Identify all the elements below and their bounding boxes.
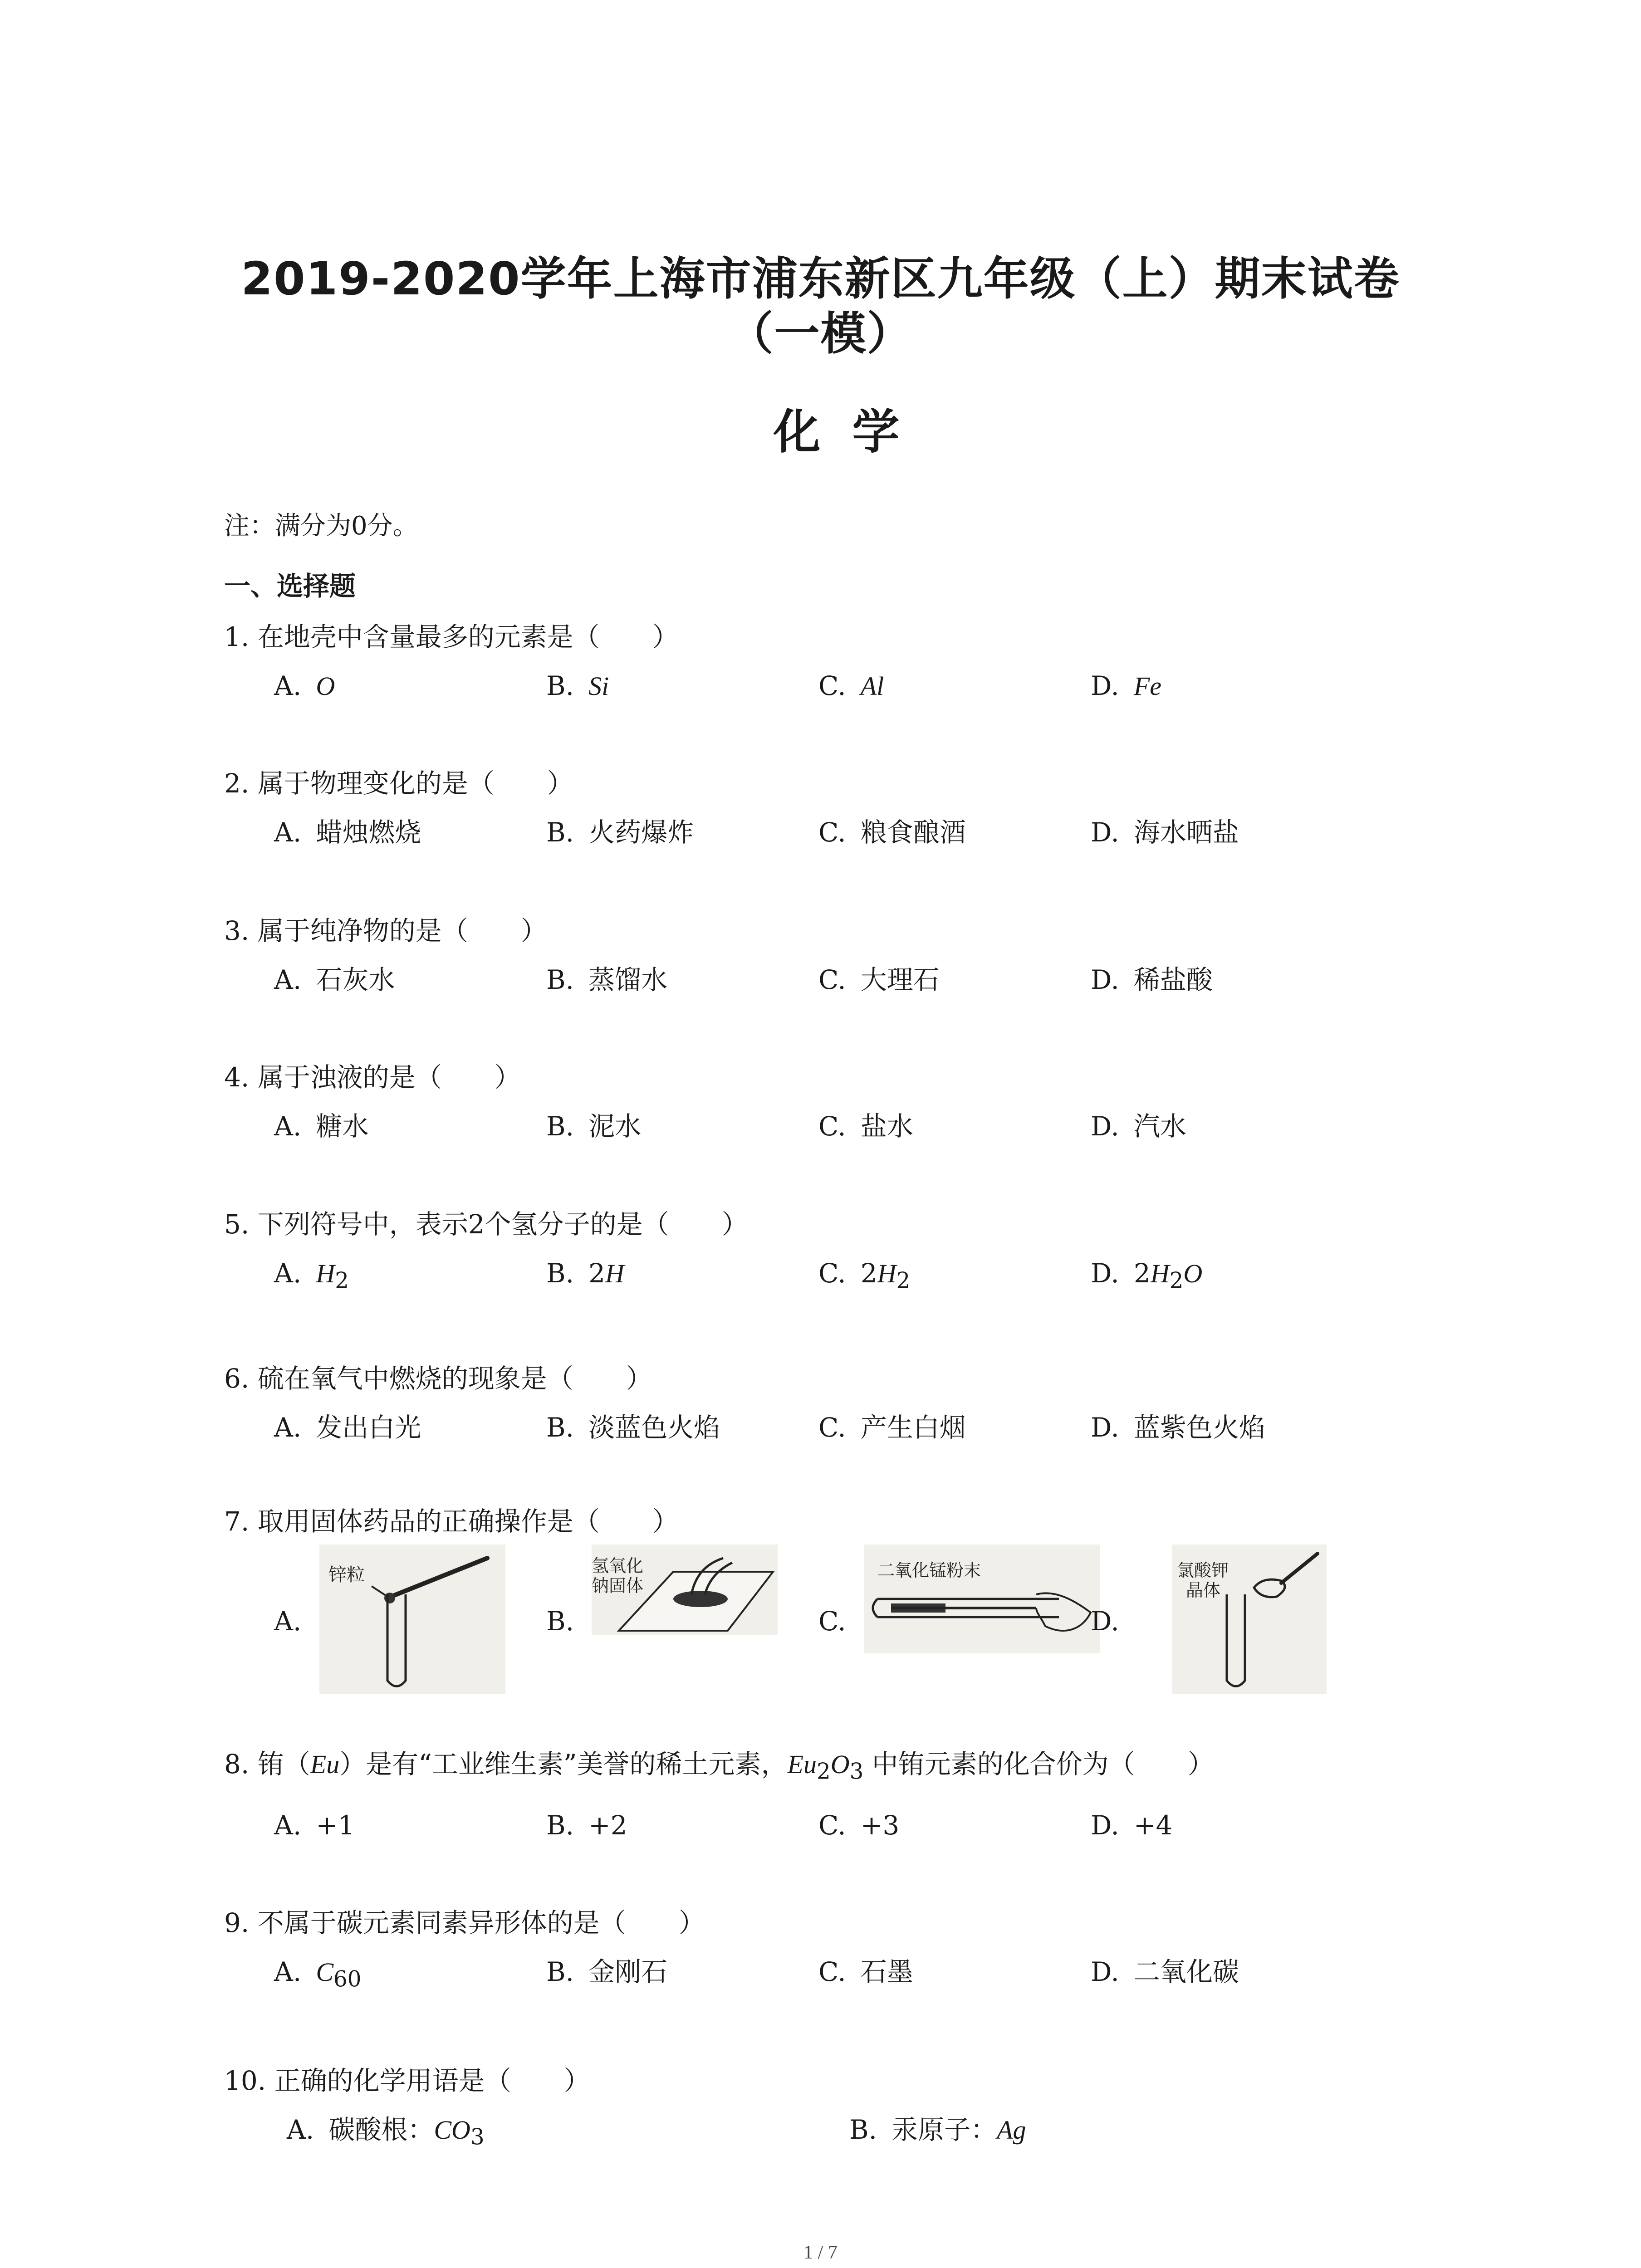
option-letter: D. [1091,1606,1119,1637]
option-text: 产生白烟 [860,1412,966,1443]
question-3-stem: 3. 属于纯净物的是（ ） [224,915,547,946]
option-c[interactable] [818,1260,910,1292]
option-letter: B. [546,964,574,995]
stem-text: 中铕元素的化合价为（ ） [863,1749,1214,1779]
option-text: 糖水 [316,1111,369,1142]
formula-symbol: CO [434,2115,470,2145]
option-letter: B. [546,1606,574,1637]
mno2-powder-diagram [864,1545,1100,1653]
option-a[interactable] [274,1606,316,1637]
option-text: +1 [316,1810,355,1841]
question-2-stem: 2. 属于物理变化的是（ ） [224,768,573,799]
option-c[interactable] [818,1956,913,1987]
option-b[interactable] [546,1606,588,1637]
option-text: 蜡烛燃烧 [316,817,421,848]
formula-symbol: Eu [310,1750,340,1779]
option-letter: A. [274,1606,302,1637]
formula-symbol: H [1150,1259,1170,1288]
option-letter: A. [287,2114,314,2145]
option-text: 石灰水 [316,964,395,995]
formula-subscript: 2 [335,1268,349,1294]
option-letter: A. [274,1111,302,1142]
option-d[interactable] [1091,1111,1186,1142]
option-b[interactable] [849,2116,1026,2143]
option-a[interactable] [274,819,421,846]
option-d[interactable] [1091,670,1162,701]
option-letter: A. [274,817,302,848]
option-text: 碳酸根： [328,2114,434,2145]
option-letter: A. [274,964,302,995]
option-d[interactable] [1091,1606,1134,1637]
option-text: 粮食酿酒 [860,817,966,848]
option-letter: C. [818,1606,846,1637]
option-text: +4 [1133,1810,1173,1841]
option-letter: D. [1091,964,1119,995]
option-text: Fe [1133,671,1162,701]
option-c[interactable] [818,1111,913,1142]
option-c[interactable] [818,819,966,846]
option-c[interactable] [818,964,940,995]
option-b[interactable] [546,1414,720,1441]
option-text: 火药爆炸 [588,817,694,848]
question-10-stem: 10. 正确的化学用语是（ ） [224,2065,590,2096]
option-text: +3 [860,1810,900,1841]
option-letter: D. [1091,1258,1119,1289]
option-letter: D. [1091,1412,1119,1443]
stem-text: ）是有“工业维生素”美誉的稀土元素， [339,1749,788,1779]
option-c[interactable] [818,670,884,701]
option-a[interactable] [274,1414,421,1441]
question-9-stem: 9. 不属于碳元素同素异形体的是（ ） [224,1907,705,1938]
option-d[interactable] [1091,1956,1239,1987]
question-6-stem: 6. 硫在氧气中燃烧的现象是（ ） [224,1363,652,1394]
option-a[interactable] [274,964,395,995]
formula-coefficient: 2 [860,1258,877,1289]
option-letter: C. [818,1111,846,1142]
option-text: 海水晒盐 [1133,817,1239,848]
formula-symbol: O [830,1750,850,1779]
option-letter: B. [546,1956,574,1987]
option-letter: A. [274,1412,302,1443]
formula-subscript: 60 [333,1966,362,1992]
option-text: 泥水 [588,1111,642,1142]
option-text: +2 [588,1810,627,1841]
option-letter: D. [1091,1956,1119,1987]
option-d[interactable] [1091,819,1239,846]
kclo3-crystal-diagram [1172,1545,1327,1694]
option-text: 淡蓝色火焰 [588,1412,720,1443]
option-letter: C. [818,817,846,848]
option-a[interactable] [274,670,335,701]
option-text: 发出白光 [316,1412,421,1443]
option-letter: C. [818,1258,846,1289]
formula-symbol: Ag [997,2115,1026,2145]
naoh-weighing-diagram [592,1545,778,1635]
formula-subscript: 2 [816,1759,831,1784]
option-letter: B. [546,817,574,848]
option-letter: C. [818,964,846,995]
option-b[interactable] [546,1956,668,1987]
option-letter: B. [849,2114,877,2145]
formula-symbol: H [877,1259,896,1288]
option-text: 蒸馏水 [588,964,668,995]
option-b[interactable] [546,1810,627,1841]
formula-symbol-2: O [1183,1259,1203,1288]
formula-symbol: H [605,1259,624,1288]
question-5-stem: 5. 下列符号中，表示2个氢分子的是（ ） [224,1209,748,1240]
option-letter: C. [818,1956,846,1987]
option-c[interactable] [818,1606,861,1637]
option-a[interactable] [274,1260,349,1292]
option-letter: A. [274,1956,302,1987]
subject-title: 化学 [773,404,931,459]
option-letter: B. [546,1412,574,1443]
option-text: 汞原子： [892,2114,997,2145]
option-a[interactable] [274,1111,369,1142]
option-text: 金刚石 [588,1956,668,1987]
formula-subscript: 3 [470,2124,485,2150]
option-letter: D. [1091,670,1119,701]
diagram-label: 氯酸钾 [1177,1560,1229,1580]
option-letter: C. [818,1810,846,1841]
exam-title: 2019-2020学年上海市浦东新区九年级（上）期末试卷 [241,252,1400,305]
option-text: Si [588,671,609,701]
option-d[interactable] [1091,1810,1173,1841]
option-b[interactable] [546,670,609,701]
option-text: Al [860,671,884,701]
option-text: 大理石 [860,964,940,995]
stem-text: 8. 铕（ [224,1749,310,1779]
option-text: 盐水 [860,1111,913,1142]
option-text: 稀盐酸 [1133,964,1213,995]
option-letter: A. [274,670,302,701]
option-a[interactable] [274,1956,362,1992]
option-a[interactable] [287,2116,485,2148]
option-b[interactable] [546,1260,624,1292]
option-letter: D. [1091,817,1119,848]
option-text: 汽水 [1133,1111,1186,1142]
option-letter: A. [274,1810,302,1841]
option-c[interactable] [818,1414,966,1441]
option-letter: B. [546,1810,574,1841]
option-letter: C. [818,670,846,701]
formula-coefficient: 2 [588,1258,605,1289]
zinc-granule-diagram [319,1545,505,1694]
formula-subscript: 2 [896,1268,911,1294]
formula-symbol: C [316,1957,334,1987]
option-d[interactable] [1091,964,1213,995]
option-text: 蓝紫色火焰 [1133,1412,1265,1443]
question-4-stem: 4. 属于浊液的是（ ） [224,1062,521,1093]
option-c[interactable] [818,1810,900,1841]
option-text: O [316,671,335,701]
option-letter: D. [1091,1810,1119,1841]
option-d[interactable] [1091,1414,1265,1441]
option-a[interactable] [274,1810,355,1841]
diagram-label: 晶体 [1186,1580,1221,1600]
option-letter: B. [546,1258,574,1289]
option-text: 二氧化碳 [1133,1956,1239,1987]
option-b[interactable] [546,1111,642,1142]
section-title: 一、选择题 [224,571,356,601]
question-8-stem [224,1751,1214,1783]
option-letter: B. [546,670,574,701]
page-number: 1 / 7 [803,2242,838,2263]
formula-coefficient: 2 [1133,1258,1151,1289]
option-letter: C. [818,1412,846,1443]
option-text: 石墨 [860,1956,913,1987]
formula-subscript: 2 [1169,1268,1184,1294]
option-b[interactable] [546,964,668,995]
formula-subscript: 3 [849,1759,864,1784]
option-letter: A. [274,1258,302,1289]
diagram-label: 氢氧化 [592,1556,644,1576]
formula-symbol: Eu [787,1750,817,1779]
diagram-label: 钠固体 [592,1576,644,1596]
formula-symbol: H [316,1259,335,1288]
score-note: 注：满分为0分。 [224,511,418,541]
exam-title-line2: （一模） [728,307,913,360]
option-b[interactable] [546,819,694,846]
option-d[interactable] [1091,1260,1202,1292]
question-7-stem: 7. 取用固体药品的正确操作是（ ） [224,1506,679,1537]
diagram-label: 二氧化锰粉末 [877,1560,981,1580]
option-letter: D. [1091,1111,1119,1142]
question-1-stem: 1. 在地壳中含量最多的元素是（ ） [224,621,679,652]
diagram-label: 锌粒 [328,1564,365,1585]
option-letter: B. [546,1111,574,1142]
